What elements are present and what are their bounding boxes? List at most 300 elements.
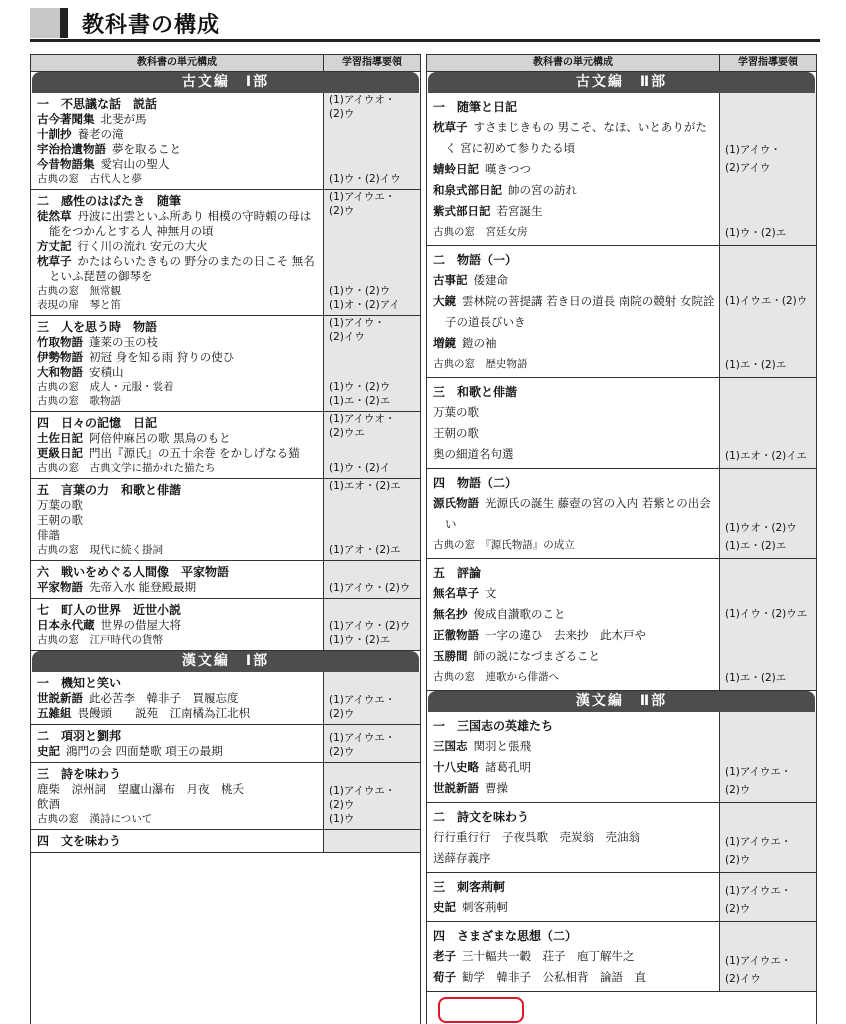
standards-spacer bbox=[725, 922, 816, 952]
window-note: 古典の窓 歴史物語 bbox=[433, 358, 528, 370]
unit-content bbox=[427, 712, 720, 802]
work-episodes: 倭建命 bbox=[473, 273, 508, 287]
part-bar: 古文編 Ⅱ部 bbox=[428, 72, 815, 93]
part-bar: 漢文編 Ⅱ部 bbox=[428, 691, 815, 712]
unit-row bbox=[427, 378, 816, 469]
standard-value: (2)ウ bbox=[329, 746, 355, 758]
standard-value: (1)アイウオ・ bbox=[329, 413, 396, 425]
standards-spacer bbox=[725, 873, 816, 882]
work-episodes: 飲酒 bbox=[37, 797, 60, 811]
work-line bbox=[433, 291, 715, 333]
standard-value: (1)アイウエ・ bbox=[329, 785, 396, 797]
unit-heading: 三 詩を味わう bbox=[37, 767, 122, 781]
work-line bbox=[37, 797, 319, 812]
work-episodes: 刺客荊軻 bbox=[462, 900, 508, 914]
unit-row bbox=[31, 316, 420, 412]
work-episodes: 王朝の歌 bbox=[37, 513, 83, 527]
work-title: 宇治拾遺物語 bbox=[37, 142, 106, 156]
standard-value: (2)イウ bbox=[725, 973, 761, 985]
unit-heading: 五 言葉の力 和歌と俳諧 bbox=[37, 483, 182, 497]
standards-cell bbox=[324, 561, 420, 598]
unit-content bbox=[31, 479, 324, 560]
column-header-standard: 学習指導要領 bbox=[738, 57, 798, 68]
unit-content bbox=[31, 763, 324, 829]
window-note: 古典の窓 漢詩について bbox=[37, 813, 153, 825]
work-line bbox=[37, 580, 319, 595]
work-episodes: 関羽と張飛 bbox=[473, 739, 531, 753]
unit-content bbox=[427, 803, 720, 872]
standard-value: (2)ウ bbox=[329, 108, 355, 120]
work-line bbox=[433, 848, 715, 869]
work-line bbox=[37, 335, 319, 350]
work-title: 徒然草 bbox=[37, 209, 72, 223]
standard-value: (1)エ・(2)エ bbox=[725, 540, 787, 552]
work-title: 十訓抄 bbox=[37, 127, 72, 141]
work-title: 世説新語 bbox=[433, 781, 479, 795]
column-header bbox=[427, 54, 816, 72]
work-line bbox=[37, 706, 319, 721]
unit-row bbox=[427, 469, 816, 559]
work-episodes: かたはらいたきもの 野分のまたの日こそ 無名といふ琵琶の御琴を bbox=[49, 254, 315, 283]
page-header bbox=[30, 6, 820, 40]
unit-row bbox=[31, 763, 420, 830]
work-title: 史記 bbox=[37, 744, 60, 758]
standards-cell bbox=[720, 469, 816, 558]
standards-spacer bbox=[725, 803, 816, 833]
standards-cell bbox=[720, 378, 816, 468]
work-title: 五雑組 bbox=[37, 706, 72, 720]
standard-value: (1)オ・(2)アイ bbox=[329, 299, 400, 311]
work-line bbox=[433, 402, 715, 423]
work-line bbox=[433, 757, 715, 778]
standards-spacer bbox=[725, 712, 816, 763]
work-title: 伊勢物語 bbox=[37, 350, 83, 364]
unit-row bbox=[31, 190, 420, 316]
standard-value: (1)アイウエ・ bbox=[329, 694, 396, 706]
work-line bbox=[433, 159, 715, 180]
standard-value: (1)ウ bbox=[329, 813, 355, 825]
standards-cell bbox=[720, 712, 816, 802]
standards-spacer bbox=[329, 561, 420, 581]
work-title: 無名抄 bbox=[433, 607, 468, 621]
unit-heading: 三 刺客荊軻 bbox=[433, 880, 506, 894]
standard-value: (2)ウ bbox=[725, 854, 751, 866]
work-line bbox=[37, 365, 319, 380]
unit-row bbox=[31, 479, 420, 561]
work-line bbox=[433, 736, 715, 757]
unit-content bbox=[427, 93, 720, 245]
work-line bbox=[433, 646, 715, 667]
work-episodes: 諸葛孔明 bbox=[485, 760, 531, 774]
unit-row bbox=[427, 712, 816, 803]
column-header-unit: 教科書の単元構成 bbox=[31, 55, 324, 71]
standards-spacer bbox=[329, 763, 420, 784]
work-line bbox=[433, 583, 715, 604]
unit-content bbox=[31, 561, 324, 598]
window-note: 古典の窓 江戸時代の貨幣 bbox=[37, 634, 163, 646]
work-episodes: 俊成自讃歌のこと bbox=[473, 607, 566, 621]
standards-cell bbox=[324, 93, 420, 189]
work-title: 和泉式部日記 bbox=[433, 183, 502, 197]
standards-cell bbox=[324, 672, 420, 724]
work-line bbox=[37, 127, 319, 142]
work-episodes: 蓬莱の玉の枝 bbox=[89, 335, 158, 349]
unit-content bbox=[31, 93, 324, 189]
standard-value: (1)アイウ・(2)ウ bbox=[329, 620, 411, 632]
unit-content bbox=[31, 190, 324, 315]
work-episodes: 三十輻共一轂 荘子 庖丁解牛之 bbox=[462, 949, 635, 963]
work-title: 大鏡 bbox=[433, 294, 456, 308]
standards-spacer bbox=[725, 246, 816, 292]
work-title: 紫式部日記 bbox=[433, 204, 491, 218]
window-note: 古典の窓 古代人と夢 bbox=[37, 173, 142, 185]
standards-spacer bbox=[725, 378, 816, 447]
unit-heading: 一 機知と笑い bbox=[37, 676, 122, 690]
unit-row bbox=[31, 93, 420, 190]
standards-spacer bbox=[725, 93, 816, 141]
unit-heading: 二 詩文を味わう bbox=[433, 810, 530, 824]
work-title: 方丈記 bbox=[37, 239, 72, 253]
standard-value: (1)ウオ・(2)ウ bbox=[725, 522, 797, 534]
unit-row bbox=[427, 922, 816, 992]
window-note: 表現の扉 琴と笛 bbox=[37, 299, 121, 311]
unit-heading: 一 三国志の英雄たち bbox=[433, 719, 554, 733]
work-line bbox=[37, 782, 319, 797]
work-episodes: 奥の細道名句選 bbox=[433, 447, 514, 461]
unit-content bbox=[31, 830, 324, 852]
unit-heading: 三 人を思う時 物語 bbox=[37, 320, 158, 334]
work-title: 玉勝間 bbox=[433, 649, 468, 663]
work-title: 源氏物語 bbox=[433, 496, 479, 510]
unit-row bbox=[427, 803, 816, 873]
part-bar: 古文編 Ⅰ部 bbox=[32, 72, 419, 93]
work-line bbox=[433, 625, 715, 646]
work-line bbox=[433, 270, 715, 291]
unit-row bbox=[427, 246, 816, 378]
work-line bbox=[433, 493, 715, 535]
work-line bbox=[433, 967, 715, 988]
standards-cell bbox=[324, 725, 420, 762]
unit-row bbox=[31, 672, 420, 725]
unit-content bbox=[427, 559, 720, 690]
standard-value: (1)エ・(2)エ bbox=[725, 359, 787, 371]
column-header bbox=[31, 54, 420, 72]
window-note: 古典の窓 成人・元服・裳着 bbox=[37, 381, 174, 393]
standard-value: (1)ウ・(2)エ bbox=[329, 634, 391, 646]
standards-spacer bbox=[329, 218, 420, 284]
work-title: 平家物語 bbox=[37, 580, 83, 594]
work-line bbox=[37, 618, 319, 633]
standard-value: (1)ウ・(2)イウ bbox=[329, 173, 401, 185]
unit-heading: 四 文を味わう bbox=[37, 834, 122, 848]
standard-value: (2)アイウ bbox=[725, 161, 771, 174]
unit-row bbox=[31, 412, 420, 479]
work-episodes: 畏饅頭 説苑 江南橘為江北枳 bbox=[77, 706, 250, 720]
work-episodes: 安積山 bbox=[89, 365, 124, 379]
work-title: 三国志 bbox=[433, 739, 468, 753]
work-episodes: 世界の借屋大将 bbox=[100, 618, 181, 632]
standard-value: (2)ウ bbox=[329, 799, 355, 811]
work-episodes: 若宮誕生 bbox=[496, 204, 543, 218]
work-line bbox=[37, 209, 319, 239]
header-rule bbox=[30, 39, 820, 42]
standards-spacer bbox=[725, 469, 816, 519]
standard-value: (2)ウ bbox=[725, 784, 751, 796]
standards-spacer bbox=[725, 559, 816, 605]
standard-value: (1)アイウエ・ bbox=[725, 955, 792, 967]
work-episodes: 光源氏の誕生 藤壺の宮の入内 若紫との出会い bbox=[445, 496, 711, 531]
unit-row bbox=[31, 561, 420, 599]
work-line bbox=[433, 423, 715, 444]
standard-value: (1)エ・(2)エ bbox=[329, 395, 391, 407]
work-title: 枕草子 bbox=[37, 254, 72, 268]
work-episodes: 丹波に出雲といふ所あり 相模の守時頼の母は 能をつかんとする人 神無月の頃 bbox=[49, 209, 312, 238]
work-title: 竹取物語 bbox=[37, 335, 83, 349]
standards-spacer bbox=[725, 623, 816, 669]
work-line bbox=[433, 897, 715, 918]
window-note: 古典の窓 『源氏物語』の成立 bbox=[433, 539, 575, 551]
standard-value: (2)ウエ bbox=[329, 427, 365, 439]
work-title: 正徹物語 bbox=[433, 628, 479, 642]
standard-value: (1)エオ・(2)エ bbox=[329, 480, 401, 492]
work-line bbox=[433, 778, 715, 799]
work-title: 荀子 bbox=[433, 970, 456, 984]
unit-heading: 二 項羽と劉邦 bbox=[37, 729, 122, 743]
unit-heading: 一 随筆と日記 bbox=[433, 100, 518, 114]
standards-cell bbox=[324, 763, 420, 829]
unit-content bbox=[31, 412, 324, 478]
work-line bbox=[37, 528, 319, 543]
window-note: 古典の窓 歌物語 bbox=[37, 395, 121, 407]
page-title: 教科書の構成 bbox=[82, 13, 221, 38]
left-column bbox=[30, 54, 421, 1024]
standard-value: (1)ウ・(2)エ bbox=[725, 227, 787, 239]
standard-value: (1)アイウエ・ bbox=[725, 885, 792, 897]
window-note: 古典の窓 無常観 bbox=[37, 285, 121, 297]
unit-content bbox=[427, 873, 720, 921]
standard-value: (1)アオ・(2)エ bbox=[329, 544, 401, 556]
standards-cell bbox=[324, 316, 420, 411]
unit-content bbox=[427, 922, 720, 991]
work-episodes: 先帝入水 能登殿最期 bbox=[89, 580, 197, 594]
window-note: 古典の窓 現代に続く掛詞 bbox=[37, 544, 163, 556]
window-note: 古典の窓 連歌から俳諧へ bbox=[433, 671, 559, 683]
standards-cell bbox=[720, 559, 816, 690]
standard-value: (1)ウ・(2)ウ bbox=[329, 285, 391, 297]
work-title: 古今著聞集 bbox=[37, 112, 95, 126]
work-title: 世説新語 bbox=[37, 691, 83, 705]
standards-spacer bbox=[329, 493, 420, 543]
standard-value: (1)アイウエ・ bbox=[725, 836, 792, 848]
work-episodes: 門出『源氏』の五十余巻 をかしげなる猫 bbox=[89, 446, 300, 460]
work-line bbox=[433, 117, 715, 159]
work-title: 今昔物語集 bbox=[37, 157, 95, 171]
standards-cell bbox=[324, 190, 420, 315]
work-episodes: 嘆きつつ bbox=[485, 162, 531, 176]
work-title: 老子 bbox=[433, 949, 456, 963]
work-title: 大和物語 bbox=[37, 365, 83, 379]
work-episodes: 初冠 身を知る雨 狩りの使ひ bbox=[89, 350, 235, 364]
unit-content bbox=[31, 672, 324, 724]
right-column bbox=[426, 54, 817, 1024]
unit-heading: 四 物語（二） bbox=[433, 476, 518, 490]
header-gray-block bbox=[30, 8, 60, 38]
work-line bbox=[433, 604, 715, 625]
work-title: 古事記 bbox=[433, 273, 468, 287]
part-bar: 漢文編 Ⅰ部 bbox=[32, 651, 419, 672]
work-title: 土佐日記 bbox=[37, 431, 83, 445]
work-line bbox=[433, 444, 715, 465]
unit-content bbox=[31, 316, 324, 411]
work-title: 更級日記 bbox=[37, 446, 83, 460]
standard-value: (1)ウ・(2)ウ bbox=[329, 381, 391, 393]
unit-content bbox=[31, 725, 324, 762]
standard-value: (1)アイウ・ bbox=[329, 317, 385, 329]
standards-cell bbox=[324, 479, 420, 560]
standards-cell bbox=[720, 246, 816, 377]
work-episodes: 北斐が馬 bbox=[100, 112, 147, 126]
work-title: 日本永代蔵 bbox=[37, 618, 95, 632]
work-episodes: 勧学 韓非子 公私相背 論語 直 bbox=[462, 970, 646, 984]
standard-value: (1)アイウエ・ bbox=[329, 191, 396, 203]
unit-row bbox=[31, 725, 420, 763]
work-episodes: 行行重行行 子夜呉歌 売炭翁 売油翁 bbox=[433, 830, 640, 844]
standards-cell bbox=[324, 830, 420, 852]
work-line bbox=[37, 239, 319, 254]
standards-cell bbox=[720, 873, 816, 921]
work-episodes: 師の説になづまざること bbox=[473, 649, 600, 663]
work-episodes: 文 bbox=[485, 586, 497, 600]
standard-value: (2)イウ bbox=[329, 331, 365, 343]
unit-row bbox=[427, 93, 816, 246]
standard-value: (1)ウ・(2)イ bbox=[329, 462, 391, 474]
unit-content bbox=[427, 246, 720, 377]
work-line bbox=[37, 446, 319, 461]
work-line bbox=[433, 946, 715, 967]
unit-row bbox=[427, 873, 816, 922]
standard-value: (1)アイウエ・ bbox=[725, 766, 792, 778]
unit-row bbox=[31, 599, 420, 651]
standards-spacer bbox=[329, 599, 420, 619]
unit-row bbox=[31, 830, 420, 853]
work-episodes: 一字の違ひ 去来抄 此木戸や bbox=[485, 628, 646, 642]
work-episodes: 俳諧 bbox=[37, 528, 60, 542]
red-highlight-circle bbox=[438, 997, 524, 1023]
unit-heading: 四 日々の記憶 日記 bbox=[37, 416, 158, 430]
work-episodes: 夢を取ること bbox=[112, 142, 181, 156]
standard-value: (1)イウエ・(2)ウ bbox=[725, 295, 808, 307]
work-line bbox=[37, 513, 319, 528]
column-header-unit: 教科書の単元構成 bbox=[427, 55, 720, 71]
unit-heading: 四 さまざまな思想（二） bbox=[433, 929, 578, 943]
unit-row bbox=[427, 559, 816, 691]
standard-value: (1)アイウ・(2)ウ bbox=[329, 582, 411, 594]
unit-content bbox=[427, 378, 720, 468]
work-episodes: 曹操 bbox=[485, 781, 508, 795]
work-title: 枕草子 bbox=[433, 120, 468, 134]
work-title: 蜻蛉日記 bbox=[433, 162, 479, 176]
window-note: 古典の窓 宮廷女房 bbox=[433, 226, 528, 238]
work-title: 十八史略 bbox=[433, 760, 479, 774]
standards-spacer bbox=[329, 672, 420, 693]
work-episodes: 鹿柴 涼州詞 望廬山瀑布 月夜 桃夭 bbox=[37, 782, 244, 796]
unit-heading: 二 感性のはばたき 随筆 bbox=[37, 194, 182, 208]
work-episodes: 養老の滝 bbox=[77, 127, 124, 141]
work-episodes: 鴻門の会 四面楚歌 項王の最期 bbox=[66, 744, 223, 758]
work-episodes: 雲林院の菩提講 若き日の道長 南院の競射 女院詮子の道長びいき bbox=[445, 294, 715, 329]
standard-value: (1)エオ・(2)イエ bbox=[725, 450, 807, 462]
standard-value: (1)アイウオ・ bbox=[329, 94, 396, 106]
standards-spacer bbox=[329, 440, 420, 461]
work-episodes: 行く川の流れ 安元の大火 bbox=[77, 239, 208, 253]
standards-cell bbox=[720, 93, 816, 245]
work-episodes: 此必苦李 韓非子 買履忘度 bbox=[89, 691, 239, 705]
work-line bbox=[37, 142, 319, 157]
work-line bbox=[37, 431, 319, 446]
work-title: 増鏡 bbox=[433, 336, 456, 350]
unit-heading: 一 不思議な話 説話 bbox=[37, 97, 158, 111]
unit-heading: 七 町人の世界 近世小説 bbox=[37, 603, 182, 617]
column-header-standard: 学習指導要領 bbox=[342, 57, 402, 68]
work-title: 無名草子 bbox=[433, 586, 479, 600]
work-line bbox=[433, 201, 715, 222]
work-episodes: 王朝の歌 bbox=[433, 426, 479, 440]
work-episodes: 帥の宮の訪れ bbox=[508, 183, 577, 197]
standards-cell bbox=[720, 922, 816, 991]
work-line bbox=[37, 498, 319, 513]
work-line bbox=[37, 350, 319, 365]
standard-value: (2)ウ bbox=[329, 708, 355, 720]
standard-value: (1)イウ・(2)ウエ bbox=[725, 608, 808, 620]
work-line bbox=[433, 333, 715, 354]
unit-heading: 五 評論 bbox=[433, 566, 482, 580]
work-episodes: すさまじきもの 男こそ、なほ、いとありがたく 宮に初めて参りたる頃 bbox=[445, 120, 707, 155]
unit-content bbox=[427, 469, 720, 558]
work-title: 史記 bbox=[433, 900, 456, 914]
unit-heading: 二 物語（一） bbox=[433, 253, 518, 267]
header-stripe bbox=[60, 8, 68, 38]
window-note: 古典の窓 古典文学に描かれた猫たち bbox=[37, 462, 216, 474]
standard-value: (2)ウ bbox=[329, 205, 355, 217]
work-line bbox=[37, 691, 319, 706]
work-line bbox=[37, 254, 319, 284]
work-line bbox=[433, 827, 715, 848]
work-episodes: 愛宕山の聖人 bbox=[100, 157, 170, 171]
standards-cell bbox=[720, 803, 816, 872]
work-line bbox=[37, 157, 319, 172]
standards-cell bbox=[324, 412, 420, 478]
unit-heading: 六 戦いをめぐる人間像 平家物語 bbox=[37, 565, 230, 579]
standards-cell bbox=[324, 599, 420, 650]
standard-value: (1)アイウエ・ bbox=[329, 732, 396, 744]
standard-value: (2)ウ bbox=[725, 903, 751, 915]
standards-spacer bbox=[725, 310, 816, 356]
standards-spacer bbox=[329, 344, 420, 380]
work-episodes: 万葉の歌 bbox=[37, 498, 83, 512]
unit-content bbox=[31, 599, 324, 650]
work-episodes: 阿倍仲麻呂の歌 黒鳥のもと bbox=[89, 431, 231, 445]
work-line bbox=[37, 112, 319, 127]
standard-value: (1)アイウ・ bbox=[725, 143, 781, 156]
work-episodes: 鎧の袖 bbox=[462, 336, 497, 350]
standards-spacer bbox=[725, 177, 816, 225]
standard-value: (1)エ・(2)エ bbox=[725, 672, 787, 684]
work-episodes: 送薛存義序 bbox=[433, 851, 491, 865]
unit-heading: 三 和歌と俳諧 bbox=[433, 385, 518, 399]
work-episodes: 万葉の歌 bbox=[433, 405, 479, 419]
work-line bbox=[37, 744, 319, 759]
standards-spacer bbox=[329, 121, 420, 172]
